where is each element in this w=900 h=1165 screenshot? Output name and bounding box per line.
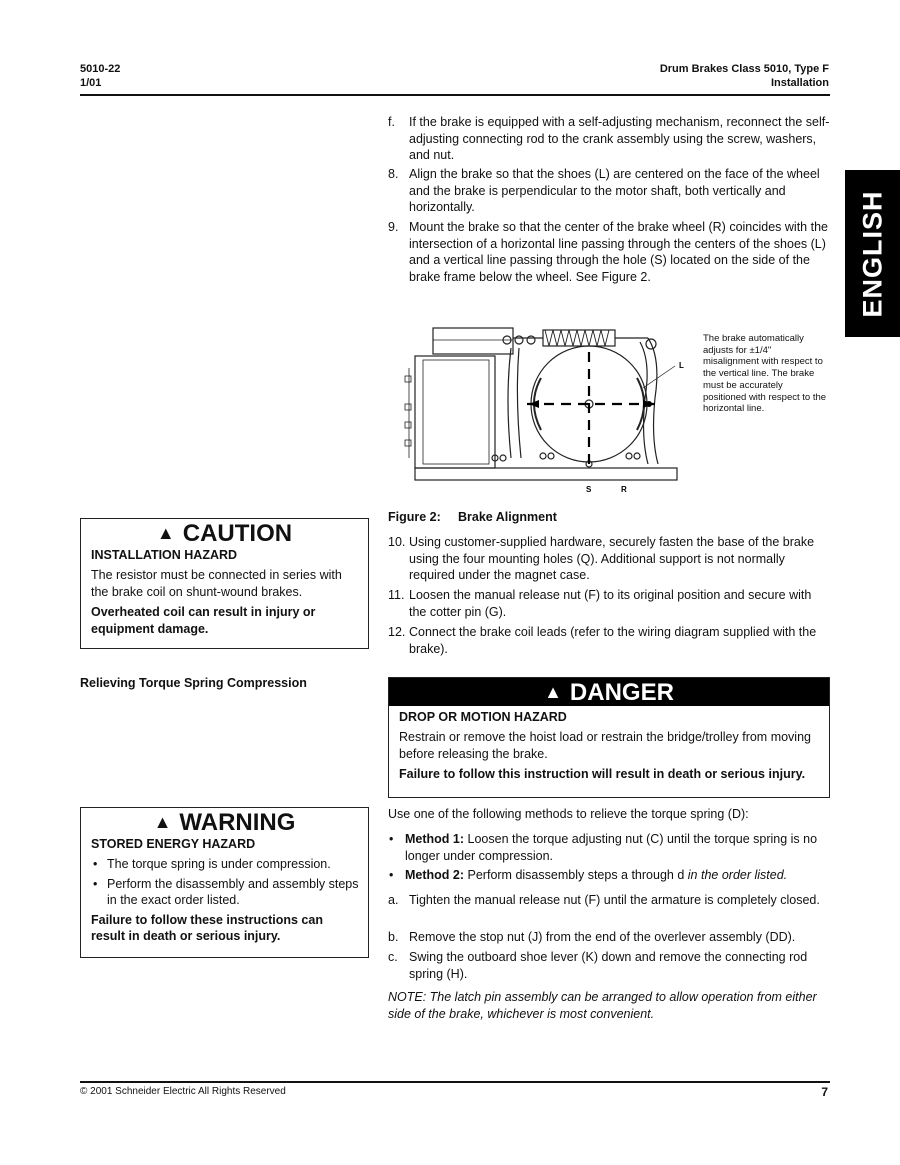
- step-number: 10.: [388, 535, 406, 549]
- brake-alignment-figure: [393, 318, 693, 503]
- figure-caption-title: Brake Alignment: [458, 510, 557, 524]
- danger-hazard: DROP OR MOTION HAZARD: [399, 710, 567, 724]
- doc-date: 1/01: [80, 77, 102, 89]
- danger-box: [388, 677, 830, 798]
- step-text: Mount the brake so that the center of the brake wheel (R) coincides with the intersection of a horizontal line passing through the centers of the shoes (L) and a vertical line passing through the hole (S) located on the side of the brake frame below the wheel. See Figure 2.: [409, 220, 828, 284]
- step-text: Connect the brake coil leads (refer to the wiring diagram supplied with the brake).: [409, 625, 817, 656]
- method-1: [388, 831, 830, 864]
- step-number: 8.: [388, 167, 399, 181]
- caution-hazard: INSTALLATION HAZARD: [91, 548, 238, 562]
- method-2: [388, 867, 830, 884]
- method-2-label: Method 2:: [405, 868, 465, 882]
- warning-consequence: Failure to follow these instructions can result in death or serious injury.: [91, 912, 323, 943]
- step-number: 9.: [388, 220, 399, 234]
- label-s: S: [586, 485, 592, 494]
- figure-note: The brake automatically adjusts for ±1/4" misalignment with respect to the vertical line. The brake must be accurately positioned with respect to the horizontal line.: [703, 333, 827, 415]
- step-11: [388, 587, 830, 620]
- page-number: 7: [821, 1085, 828, 1099]
- step-text: If the brake is equipped with a self-adjusting mechanism, reconnect the self-adjusting connecting rod to the crank assembly using the screw, washers, and nut.: [409, 115, 830, 162]
- caution-consequence: Overheated coil can result in injury or equipment damage.: [91, 605, 316, 636]
- step-text: Tighten the manual release nut (F) until the armature is completely closed.: [409, 893, 820, 907]
- caution-box: [80, 518, 369, 649]
- base-frame: [415, 468, 677, 480]
- warning-bullet: • Perform the disassembly and assembly steps in the exact order listed.: [91, 876, 360, 909]
- doc-title: Drum Brakes Class 5010, Type F: [659, 63, 829, 75]
- footer-copyright: © 2001 Schneider Electric All Rights Reserved: [80, 1086, 286, 1097]
- step-b: [388, 929, 830, 946]
- methods-intro: Use one of the following methods to relieve the torque spring (D):: [388, 807, 749, 821]
- step-text: Swing the outboard shoe lever (K) down and remove the connecting rod spring (H).: [409, 950, 808, 981]
- method-1-label: Method 1:: [405, 832, 465, 846]
- figure-caption-label: Figure 2:: [388, 510, 441, 524]
- top-frame: [433, 328, 513, 354]
- language-tab: [845, 170, 900, 337]
- step-text: Loosen the manual release nut (F) to its original position and secure with the cotter pin (G).: [409, 588, 812, 619]
- caution-text: The resistor must be connected in series with the brake coil on shunt-wound brakes.: [91, 568, 342, 599]
- danger-title: [389, 678, 829, 706]
- warning-triangle-icon: ▲: [153, 812, 172, 832]
- footer-rule: [80, 1081, 830, 1083]
- header-right: [660, 62, 829, 90]
- bullet-icon: •: [389, 832, 394, 846]
- step-9: [388, 219, 830, 285]
- step-number: f.: [388, 115, 395, 129]
- step-text: Using customer-supplied hardware, securely fasten the base of the brake using the four mounting holes (Q). Additional support is not normally required under the magnet case.: [409, 535, 815, 582]
- outboard-shoe-arm: [648, 338, 658, 464]
- method-2-italic: in the order listed.: [687, 868, 788, 882]
- danger-title-text: DANGER: [569, 679, 674, 706]
- danger-consequence: Failure to follow this instruction will result in death or serious injury.: [399, 767, 806, 781]
- note: NOTE: The latch pin assembly can be arranged to allow operation from either side of the brake, whichever is most convenient.: [388, 990, 817, 1021]
- inboard-shoe-arm: [508, 348, 511, 458]
- header-left: [80, 62, 120, 90]
- header-rule: [80, 94, 830, 96]
- step-12: [388, 624, 830, 657]
- warning-title-text: WARNING: [179, 809, 296, 836]
- doc-number: 5010-22: [80, 63, 121, 75]
- step-number: 11.: [388, 588, 405, 602]
- step-f: [388, 114, 830, 164]
- warning-box: [80, 807, 369, 958]
- step-text: Align the brake so that the shoes (L) are centered on the face of the wheel and the brake is perpendicular to the motor shaft, both vertically and horizontally.: [409, 167, 820, 214]
- bullet-icon: •: [389, 868, 394, 882]
- label-r: R: [621, 485, 627, 494]
- step-number: 12.: [388, 625, 406, 639]
- step-number: c.: [388, 950, 398, 964]
- warning-bullets: [91, 856, 360, 909]
- figure-caption: [388, 510, 557, 524]
- method-1-text: Loosen the torque adjusting nut (C) until the torque spring is no longer under compression.: [405, 832, 818, 863]
- step-a: [388, 892, 830, 909]
- warning-triangle-icon: ▲: [156, 523, 175, 543]
- step-number: a.: [388, 893, 399, 907]
- method-2-text: Perform disassembly steps a through d: [467, 868, 685, 882]
- label-l: L: [679, 361, 684, 370]
- danger-text: Restrain or remove the hoist load or restrain the bridge/trolley from moving before releasing the brake.: [399, 730, 811, 761]
- section-heading: Relieving Torque Spring Compression: [80, 676, 307, 690]
- step-number: b.: [388, 930, 399, 944]
- magnet-case: [415, 356, 495, 468]
- warning-triangle-icon: ▲: [544, 682, 562, 702]
- warning-title: [81, 808, 368, 836]
- step-text: Remove the stop nut (J) from the end of the overlever assembly (DD).: [409, 930, 796, 944]
- step-10: [388, 534, 830, 584]
- warning-hazard: STORED ENERGY HAZARD: [91, 837, 256, 851]
- caution-title: [81, 519, 368, 547]
- step-8: [388, 166, 830, 216]
- doc-section: Installation: [770, 77, 829, 89]
- language-tab-label: ENGLISH: [857, 189, 887, 318]
- warning-bullet: • The torque spring is under compression.: [91, 856, 360, 873]
- step-c: [388, 949, 830, 982]
- caution-title-text: CAUTION: [182, 520, 293, 547]
